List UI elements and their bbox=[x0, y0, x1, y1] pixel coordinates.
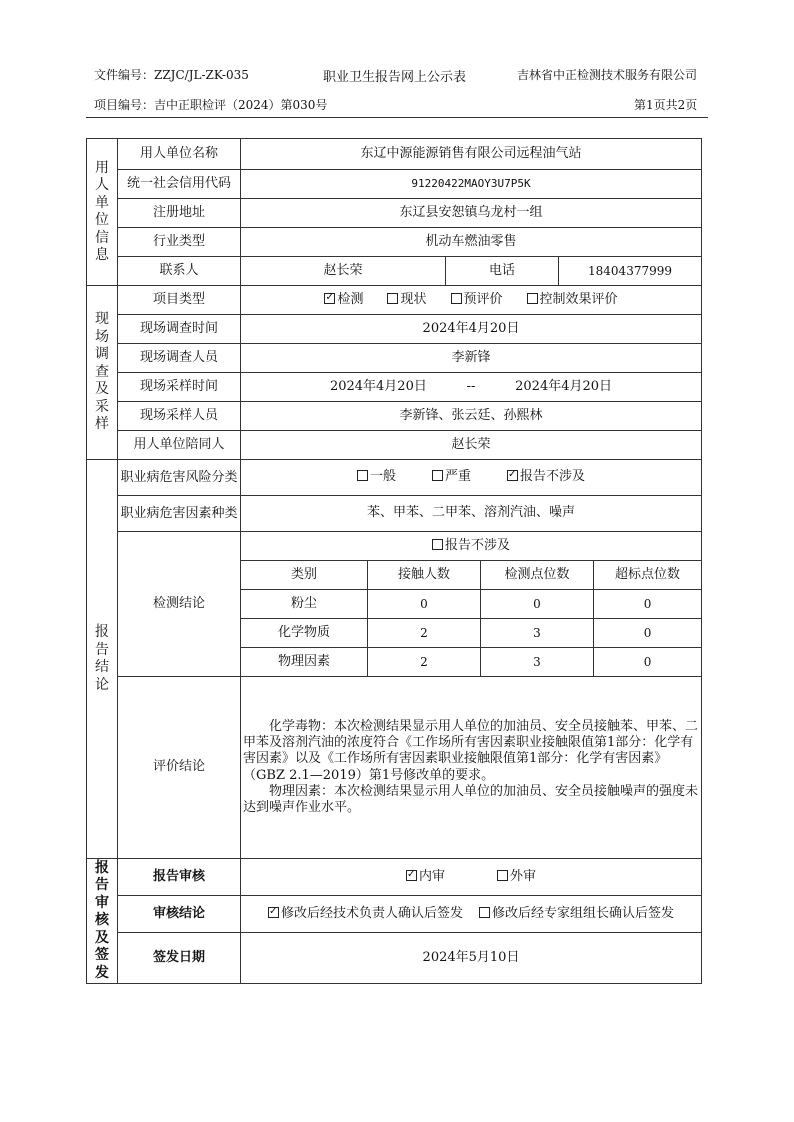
section-conclusion bbox=[87, 460, 118, 859]
section-label-char: 报 bbox=[95, 624, 109, 640]
detect-na-text: 报告不涉及 bbox=[445, 537, 511, 553]
phone-number: 18404377999 bbox=[559, 257, 702, 286]
col-header-points: 检测点位数 bbox=[481, 561, 594, 590]
checkbox-icon bbox=[387, 293, 398, 304]
review-label: 报告审核 bbox=[118, 859, 241, 896]
checkbox-option-label: 外审 bbox=[510, 868, 537, 884]
section-label-char: 样 bbox=[95, 416, 109, 433]
checkbox-option-label: 检测 bbox=[337, 291, 364, 307]
factor-type-label: 职业病危害因素种类 bbox=[118, 496, 241, 532]
checked-box-icon bbox=[324, 293, 335, 304]
credit-code-label: 统一社会信用代码 bbox=[118, 170, 241, 199]
eval-paragraph-chemical: 化学毒物：本次检测结果显示用人单位的加油员、安全员接触苯、甲苯、二甲苯及溶剂汽油的浓度符合《工作场所有害因素职业接触限值第1部分：化学有害因素》以及《工作场所有害因素职业接触限值第1部分：化学有害因素》（GBZ 2.1—2019）第1号修改单的要求。 bbox=[243, 718, 699, 783]
checkbox-option[interactable] bbox=[507, 469, 585, 485]
project-type-options bbox=[241, 286, 702, 315]
section-label-char: 报 bbox=[95, 859, 109, 876]
section-review-label bbox=[87, 860, 117, 983]
checkbox-option-label: 预评价 bbox=[463, 291, 503, 307]
section-label-char: 信 bbox=[95, 229, 109, 246]
employer-name-label: 用人单位名称 bbox=[118, 139, 241, 170]
checkbox-option[interactable] bbox=[432, 469, 471, 485]
checkbox-icon bbox=[479, 907, 490, 918]
sampling-separator: -- bbox=[466, 378, 476, 394]
checkbox-option-label: 修改后经技术负责人确认后签发 bbox=[280, 905, 463, 921]
checked-box-icon bbox=[507, 470, 518, 481]
checked-box-icon bbox=[406, 870, 417, 881]
section-survey-label bbox=[87, 311, 117, 434]
risk-option-group bbox=[241, 469, 701, 485]
checkbox-option-label: 现状 bbox=[400, 291, 427, 307]
survey-time: 2024年4月20日 bbox=[241, 315, 702, 344]
section-label-char: 现 bbox=[95, 311, 109, 328]
section-label-char: 位 bbox=[95, 212, 109, 228]
checkbox-option[interactable] bbox=[479, 906, 674, 922]
registered-address: 东辽县安恕镇乌龙村一组 bbox=[241, 199, 702, 228]
doc-number: 文件编号：ZZJC/JL-ZK-035 bbox=[94, 68, 249, 82]
report-table bbox=[86, 138, 702, 984]
contact-person: 赵长荣 bbox=[241, 257, 446, 286]
review-result-options bbox=[241, 896, 702, 933]
section-label-char: 采 bbox=[95, 398, 109, 415]
row-exceed: 0 bbox=[594, 619, 702, 648]
section-label-char: 用 bbox=[95, 159, 109, 176]
row-category: 物理因素 bbox=[241, 648, 368, 677]
review-result-group bbox=[241, 906, 701, 922]
project-type-label: 项目类型 bbox=[118, 286, 241, 315]
review-option-group bbox=[241, 869, 701, 885]
row-exposed: 0 bbox=[368, 590, 481, 619]
row-category: 粉尘 bbox=[241, 590, 368, 619]
project-number: 项目编号：吉中正职检评（2024）第030号 bbox=[94, 98, 328, 112]
section-label-char: 告 bbox=[95, 641, 109, 658]
checkbox-option[interactable] bbox=[497, 869, 536, 885]
row-points: 0 bbox=[481, 590, 594, 619]
section-label-char: 签 bbox=[95, 947, 109, 964]
sampling-start: 2024年4月20日 bbox=[329, 378, 427, 394]
detect-conclusion-label: 检测结论 bbox=[118, 532, 241, 677]
section-label-char: 场 bbox=[95, 328, 109, 345]
section-review bbox=[87, 859, 118, 984]
escort-label: 用人单位陪同人 bbox=[118, 431, 241, 460]
detect-not-applicable bbox=[241, 532, 702, 561]
checkbox-option[interactable] bbox=[324, 292, 363, 308]
checkbox-option-label: 修改后经专家组组长确认后签发 bbox=[492, 905, 675, 921]
employer-name: 东辽中源能源销售有限公司远程油气站 bbox=[241, 139, 702, 170]
samplers: 李新锋、张云廷、孙熙林 bbox=[241, 402, 702, 431]
page-indicator: 第1页共2页 bbox=[634, 98, 698, 112]
checkbox-option[interactable] bbox=[406, 869, 445, 885]
row-exposed: 2 bbox=[368, 648, 481, 677]
section-label-char: 人 bbox=[95, 177, 109, 193]
checked-box-icon bbox=[268, 907, 279, 918]
row-exposed: 2 bbox=[368, 619, 481, 648]
checkbox-option[interactable] bbox=[357, 469, 396, 485]
credit-code: 91220422MAOY3U7P5K bbox=[241, 170, 702, 199]
eval-paragraph-physical: 物理因素：本次检测结果显示用人单位的加油员、安全员接触噪声的强度未达到噪声作业水平。 bbox=[243, 783, 699, 815]
row-exceed: 0 bbox=[594, 648, 702, 677]
escort-person: 赵长荣 bbox=[241, 431, 702, 460]
section-label-char: 息 bbox=[95, 247, 109, 263]
checkbox-option-label: 控制效果评价 bbox=[539, 291, 618, 307]
checkbox-icon bbox=[497, 870, 508, 881]
section-label-char: 核 bbox=[95, 912, 109, 929]
header-divider bbox=[86, 117, 708, 118]
review-result-label: 审核结论 bbox=[118, 896, 241, 933]
industry-label: 行业类型 bbox=[118, 228, 241, 257]
sampling-time-label: 现场采样时间 bbox=[118, 373, 241, 402]
section-survey bbox=[87, 286, 118, 460]
checkbox-icon bbox=[432, 539, 443, 550]
row-points: 3 bbox=[481, 648, 594, 677]
col-header-exposed: 接触人数 bbox=[368, 561, 481, 590]
industry-type: 机动车燃油零售 bbox=[241, 228, 702, 257]
checkbox-option-label: 严重 bbox=[445, 469, 472, 485]
survey-time-label: 现场调查时间 bbox=[118, 315, 241, 344]
checkbox-option-label: 报告不涉及 bbox=[520, 469, 586, 485]
section-label-char: 单 bbox=[95, 194, 109, 211]
company-name: 吉林省中正检测技术服务有限公司 bbox=[517, 68, 698, 82]
section-label-char: 发 bbox=[95, 964, 109, 981]
checkbox-icon bbox=[357, 470, 368, 481]
checkbox-icon bbox=[451, 293, 462, 304]
section-label-char: 结 bbox=[95, 659, 109, 675]
phone-label: 电话 bbox=[446, 257, 559, 286]
surveyor-label: 现场调查人员 bbox=[118, 344, 241, 373]
project-type-group bbox=[241, 292, 701, 308]
col-header-exceed: 超标点位数 bbox=[594, 561, 702, 590]
hazard-factors: 苯、甲苯、二甲苯、溶剂汽油、噪声 bbox=[241, 496, 702, 532]
section-label-char: 告 bbox=[95, 877, 109, 894]
issue-date-label: 签发日期 bbox=[118, 933, 241, 984]
row-category: 化学物质 bbox=[241, 619, 368, 648]
section-label-char: 论 bbox=[95, 676, 109, 693]
checkbox-option[interactable] bbox=[527, 292, 618, 308]
section-label-char: 查 bbox=[95, 363, 109, 380]
section-label-char: 及 bbox=[95, 929, 109, 946]
section-label-char: 及 bbox=[95, 381, 109, 398]
section-employer-label bbox=[87, 160, 117, 265]
col-header-category: 类别 bbox=[241, 561, 368, 590]
row-points: 3 bbox=[481, 619, 594, 648]
checkbox-option[interactable] bbox=[268, 906, 463, 922]
checkbox-icon bbox=[432, 470, 443, 481]
document-title: 职业卫生报告网上公示表 bbox=[323, 70, 467, 85]
checkbox-option[interactable] bbox=[387, 292, 426, 308]
sampling-end: 2024年4月20日 bbox=[515, 378, 613, 394]
checkbox-option-label: 一般 bbox=[369, 469, 396, 485]
issue-date: 2024年5月10日 bbox=[241, 933, 702, 984]
section-employer-info bbox=[87, 139, 118, 286]
eval-conclusion bbox=[241, 677, 702, 859]
checkbox-option-label: 内审 bbox=[418, 868, 445, 884]
contact-label: 联系人 bbox=[118, 257, 241, 286]
address-label: 注册地址 bbox=[118, 199, 241, 228]
section-label-char: 调 bbox=[95, 346, 109, 363]
row-exceed: 0 bbox=[594, 590, 702, 619]
section-conclusion-label bbox=[87, 624, 117, 694]
section-label-char: 审 bbox=[95, 894, 109, 911]
risk-class-options bbox=[241, 460, 702, 496]
risk-class-label: 职业病危害风险分类 bbox=[118, 460, 241, 496]
sampling-time bbox=[241, 373, 702, 402]
review-options bbox=[241, 859, 702, 896]
sampler-label: 现场采样人员 bbox=[118, 402, 241, 431]
surveyor: 李新锋 bbox=[241, 344, 702, 373]
checkbox-icon bbox=[527, 293, 538, 304]
checkbox-option[interactable] bbox=[451, 292, 503, 308]
eval-conclusion-label: 评价结论 bbox=[118, 677, 241, 859]
